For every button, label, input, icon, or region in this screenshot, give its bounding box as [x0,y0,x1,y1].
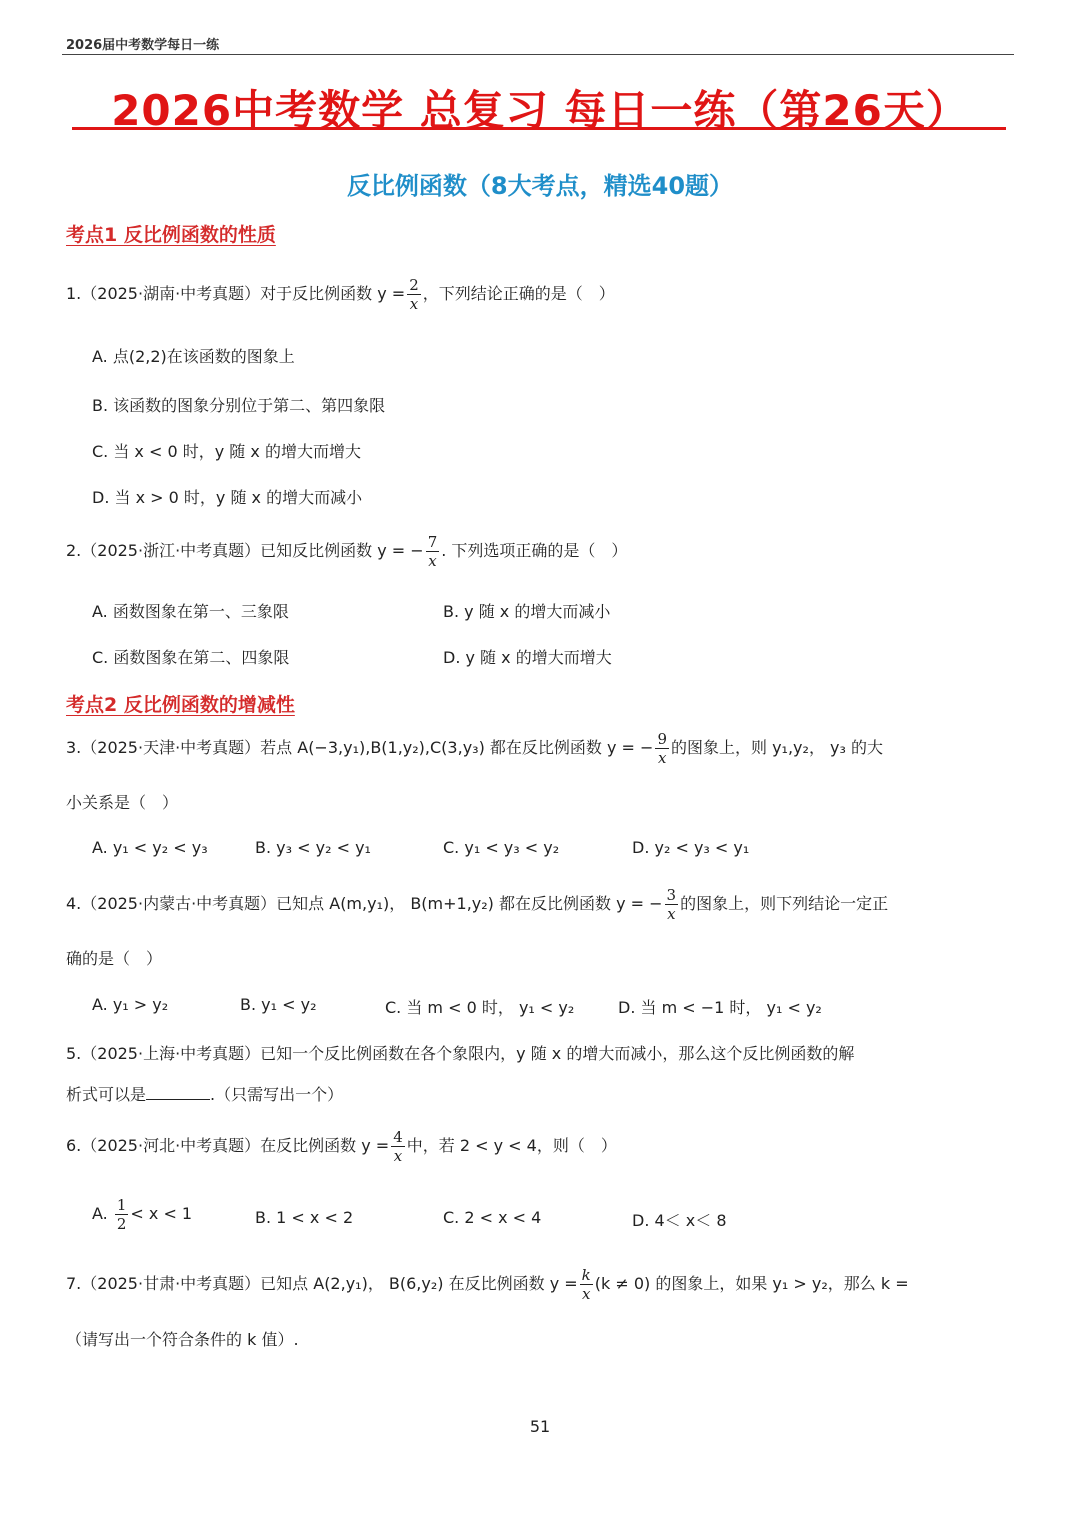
page-subtitle: 反比例函数（8大考点，精选40题） [346,172,734,200]
running-head: 2026届中考数学每日一练 [66,38,220,53]
fraction-numerator: 7 [427,533,438,551]
question-1-option-a: A. 点(2,2)在该函数的图象上 [92,347,295,366]
question-4-stem-end: 的图象上，则下列结论一定正 [680,894,889,913]
page-number: 51 [529,1417,551,1436]
fraction-numerator: 3 [666,886,677,904]
fraction-numerator: 2 [409,276,419,294]
question-7-stem-end: (k ≠ 0) 的图象上，如果 y₁ > y₂，那么 k = [594,1274,909,1293]
fraction-numerator: 1 [116,1196,127,1214]
question-1-option-c: C. 当 x < 0 时，y 随 x 的增大而增大 [92,442,361,461]
question-2-fraction [426,533,440,570]
question-2-stem [66,533,627,570]
question-2-option-c: C. 函数图象在第二、四象限 [92,648,290,667]
question-2-option-d: D. y 随 x 的增大而增大 [443,648,612,667]
question-3-option-a: A. y₁ < y₂ < y₃ [92,838,208,857]
question-6-option-d: D. 4＜ x＜ 8 [632,1211,727,1230]
page-title: 2026中考数学 总复习 每日一练（第26天） [111,86,969,135]
question-3-stem-end: 的图象上，则 y₁,y₂， y₃ 的大 [671,738,883,757]
question-7-fraction [580,1266,593,1303]
fraction-denominator: x [409,295,419,313]
question-4-option-b: B. y₁ < y₂ [240,995,317,1014]
option-a-rest: < x < 1 [130,1204,193,1223]
question-4-option-d: D. 当 m < −1 时， y₁ < y₂ [618,998,822,1017]
fraction-numerator: k [581,1266,591,1284]
question-6-stem [66,1128,617,1165]
question-4-stem [66,886,888,923]
fraction-denominator: x [657,749,667,767]
question-4-option-a: A. y₁ > y₂ [92,995,169,1014]
question-6-fraction [391,1128,405,1165]
fraction-denominator: x [428,552,437,570]
question-4-stem-text: 4.（2025·内蒙古·中考真题）已知点 A(m,y₁)， B(m+1,y₂) 都在反比例函数 y = − [66,894,663,913]
question-3-option-d: D. y₂ < y₃ < y₁ [632,838,750,857]
question-4-stem-continued: 确的是（ ） [66,949,163,968]
fraction-numerator: 9 [657,730,667,748]
question-5-text-end: .（只需写出一个） [210,1085,344,1104]
question-3-option-b: B. y₃ < y₂ < y₁ [255,838,371,857]
question-3-fraction [655,730,669,767]
question-3-stem-continued: 小关系是（ ） [66,793,179,812]
header-rule [62,54,1014,55]
question-1-stem [66,276,615,313]
fraction-denominator: x [393,1147,403,1165]
question-5-stem: 5.（2025·上海·中考真题）已知一个反比例函数在各个象限内，y 随 x 的增大而减小，那么这个反比例函数的解 [66,1044,855,1063]
question-6-stem-text: 6.（2025·河北·中考真题）在反比例函数 y = [66,1136,390,1155]
fraction-numerator: 4 [393,1128,403,1146]
question-7-stem-continued: （请写出一个符合条件的 k 值）. [66,1330,299,1349]
question-5-text: 析式可以是 [66,1085,147,1104]
question-3-stem [66,730,883,767]
question-2-stem-text: 2.（2025·浙江·中考真题）已知反比例函数 y = − [66,541,424,560]
title-underline [72,127,1006,130]
question-4-fraction [665,886,679,923]
question-5-stem-continued [66,1082,343,1105]
question-7-stem-text: 7.（2025·甘肃·中考真题）已知点 A(2,y₁)， B(6,y₂) 在反比例函数 y = [66,1274,578,1293]
question-7-stem [66,1266,909,1303]
question-1-stem-end: ，下列结论正确的是（ ） [422,284,615,303]
question-1-option-b: B. 该函数的图象分别位于第二、第四象限 [92,396,386,415]
option-label: A. [92,1204,108,1223]
question-1-fraction [407,276,421,313]
fraction-denominator: x [667,905,676,923]
question-3-option-c: C. y₁ < y₃ < y₂ [443,838,560,857]
fraction-denominator: x [581,1285,591,1303]
question-6-option-c: C. 2 < x < 4 [443,1208,542,1227]
question-2-option-b: B. y 随 x 的增大而减小 [443,602,611,621]
question-6-option-b: B. 1 < x < 2 [255,1208,354,1227]
section-heading-2: 考点2 反比例函数的增减性 [66,694,295,716]
question-6-option-a [92,1196,192,1233]
section-heading-1: 考点1 反比例函数的性质 [66,224,276,246]
answer-blank[interactable] [146,1085,210,1100]
fraction-denominator: 2 [116,1215,127,1233]
option-a-fraction [115,1196,129,1233]
question-3-stem-text: 3.（2025·天津·中考真题）若点 A(−3,y₁),B(1,y₂),C(3,y₃) 都在反比例函数 y = − [66,738,654,757]
question-1-option-d: D. 当 x > 0 时，y 随 x 的增大而减小 [92,488,363,507]
question-6-stem-end: 中，若 2 < y < 4，则（ ） [406,1136,617,1155]
question-1-stem-text: 1.（2025·湖南·中考真题）对于反比例函数 y = [66,284,406,303]
question-4-option-c: C. 当 m < 0 时， y₁ < y₂ [385,998,575,1017]
question-2-stem-end: . 下列选项正确的是（ ） [441,541,628,560]
question-2-option-a: A. 函数图象在第一、三象限 [92,602,289,621]
